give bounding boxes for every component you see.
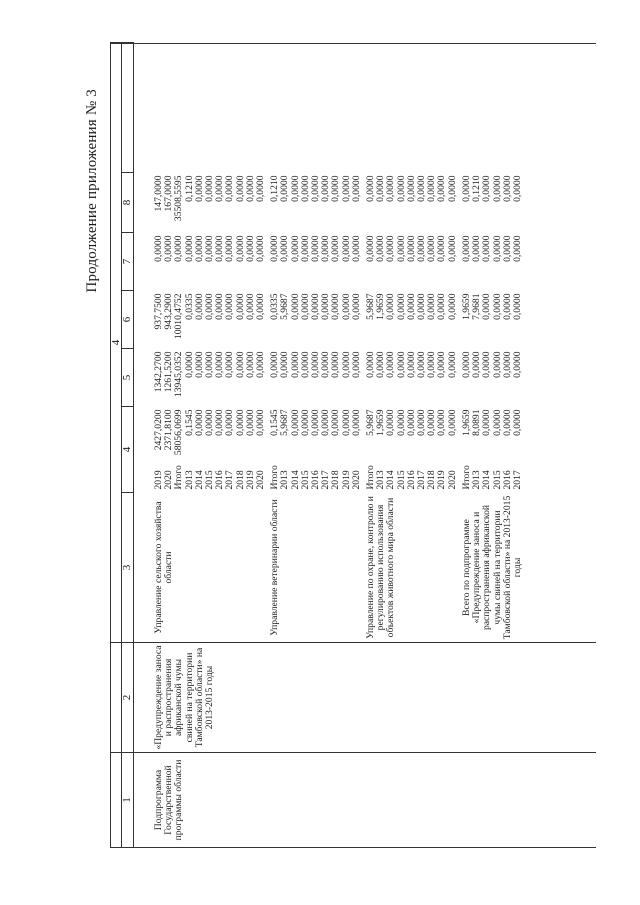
value-cell-8: 0,0000: [385, 175, 397, 202]
value-cell-6: 0,0000: [299, 293, 311, 320]
value-cell-8: 0,0000: [501, 175, 513, 202]
value-cell-8: 0,0000: [330, 175, 342, 202]
value-cell-8: 0,1210: [471, 175, 483, 202]
row-spacer: [195, 43, 205, 173]
value-cell-4: 1,9659: [375, 409, 387, 436]
header-group-label: 4: [111, 43, 122, 643]
year-cell: 2015: [299, 470, 311, 490]
year-cell: 2019: [340, 470, 352, 490]
value-cell-5: 0,0000: [279, 351, 291, 378]
value-cell-4: 0,0000: [416, 409, 428, 436]
col-header-6: 6: [122, 291, 134, 349]
value-cell-5: 0,0000: [289, 351, 301, 378]
value-cell-8: 0,0000: [244, 175, 256, 202]
year-cell: 2020: [446, 470, 458, 490]
value-cell-8: 0,0000: [481, 175, 493, 202]
year-cell: 2013: [471, 470, 483, 490]
value-cell-6: 0,0000: [320, 293, 332, 320]
header-spacer: [111, 643, 122, 753]
value-cell-7: 0,0000: [395, 235, 407, 262]
value-cell-7: 0,0000: [471, 235, 483, 262]
year-cell: 2016: [310, 470, 322, 490]
value-cell-6: 0,0000: [350, 293, 362, 320]
value-cell-6: 0,0000: [416, 293, 428, 320]
row-spacer: [342, 43, 352, 173]
value-cell-8: 0,0000: [340, 175, 352, 202]
row-spacer: [437, 43, 447, 173]
value-cell-8: 0,0000: [255, 175, 267, 202]
row-spacer: [236, 43, 246, 173]
value-cell-5: 0,0000: [269, 351, 281, 378]
program-name-cell: «Предупреждение заноса и распространения африканской чумы свиней на территории Тамбовской области» на 2013-2015 годы: [153, 645, 216, 750]
year-cell: Итого: [460, 465, 472, 490]
row-spacer: [427, 43, 437, 173]
value-cell-5: 0,0000: [330, 351, 342, 378]
value-cell-4: 5,9687: [279, 409, 291, 436]
value-cell-8: 0,0000: [365, 175, 377, 202]
row-spacer: [458, 43, 472, 173]
row-spacer: [225, 43, 235, 173]
value-cell-7: 0,0000: [224, 235, 236, 262]
value-cell-7: 0,0000: [299, 235, 311, 262]
value-cell-6: 5,9687: [279, 293, 291, 320]
year-cell: 2018: [426, 470, 438, 490]
row-spacer: [407, 43, 417, 173]
value-cell-5: 1342,2700: [153, 351, 164, 393]
table-row: [134, 43, 165, 848]
value-cell-4: 0,0000: [385, 409, 397, 436]
col-header-7: 7: [122, 233, 134, 291]
row-spacer: [164, 43, 174, 173]
value-cell-8: 0,0000: [193, 175, 205, 202]
value-cell-7: 0,0000: [511, 235, 523, 262]
program-type-cell: Подпрограмма Государственной программы области: [153, 759, 185, 841]
value-cell-7: 0,0000: [163, 235, 175, 262]
row-spacer: [256, 43, 266, 173]
year-cell: 2017: [320, 470, 332, 490]
value-cell-8: 0,0000: [224, 175, 236, 202]
value-cell-5: 0,0000: [255, 351, 267, 378]
executor-cell: Управление сельского хозяйства области: [153, 501, 175, 634]
value-cell-7: 0,0000: [491, 235, 503, 262]
value-cell-8: 0,0000: [491, 175, 503, 202]
value-cell-4: 58056,0699: [173, 409, 185, 456]
row-spacer: [397, 43, 407, 173]
row-spacer: [311, 43, 321, 173]
value-cell-8: 0,0000: [279, 175, 291, 202]
value-cell-6: 0,0000: [426, 293, 438, 320]
year-cell: Итого: [269, 465, 281, 490]
header-spacer: [111, 753, 122, 848]
value-cell-7: 0,0000: [153, 235, 164, 262]
year-cell: 2015: [395, 470, 407, 490]
value-cell-8: 0,0000: [214, 175, 226, 202]
year-cell: Итого: [173, 465, 185, 490]
value-cell-4: 2427,0200: [153, 409, 164, 451]
row-spacer: [472, 43, 482, 173]
row-spacer: [174, 43, 184, 173]
year-cell: 2014: [385, 470, 397, 490]
value-cell-8: 0,0000: [460, 175, 472, 202]
value-cell-7: 0,0000: [426, 235, 438, 262]
value-cell-4: 0,0000: [395, 409, 407, 436]
value-cell-7: 0,0000: [330, 235, 342, 262]
value-cell-4: 0,0000: [436, 409, 448, 436]
value-cell-7: 0,0000: [255, 235, 267, 262]
value-cell-5: 0,0000: [446, 351, 458, 378]
value-cell-8: 0,0000: [350, 175, 362, 202]
value-cell-7: 0,0000: [385, 235, 397, 262]
budget-table: [110, 42, 523, 848]
executor-cell: Управление по охране, контролю и регулированию использования объектов животного мира области: [365, 496, 397, 639]
year-cell: 2020: [255, 470, 267, 490]
value-cell-7: 0,0000: [244, 235, 256, 262]
row-spacer: [280, 43, 290, 173]
row-spacer: [376, 43, 386, 173]
year-cell: Итого: [365, 465, 377, 490]
header-spacer: [122, 43, 134, 173]
value-cell-5: 0,0000: [511, 351, 523, 378]
value-cell-5: 0,0000: [183, 351, 195, 378]
value-cell-7: 0,0000: [405, 235, 417, 262]
value-cell-8: 0,0000: [446, 175, 458, 202]
row-spacer: [134, 43, 165, 173]
value-cell-6: 0,0000: [193, 293, 205, 320]
value-cell-4: 0,0000: [289, 409, 301, 436]
value-cell-8: 0,0000: [375, 175, 387, 202]
value-cell-4: 0,0000: [511, 409, 523, 436]
value-cell-8: 0,0000: [204, 175, 216, 202]
value-cell-4: 1,9659: [460, 409, 472, 436]
value-cell-5: 13945,0352: [173, 351, 185, 398]
year-cell: 2013: [375, 470, 387, 490]
value-cell-4: 0,0000: [193, 409, 205, 436]
executor-cell: Управление ветеринарии области: [269, 499, 281, 636]
table-body: [134, 43, 524, 848]
value-cell-5: 0,0000: [436, 351, 448, 378]
col-header-5: 5: [122, 349, 134, 407]
year-cell: 2017: [416, 470, 428, 490]
value-cell-8: 0,0000: [289, 175, 301, 202]
value-cell-8: 0,0000: [436, 175, 448, 202]
value-cell-5: 0,0000: [365, 351, 377, 378]
year-cell: 2016: [405, 470, 417, 490]
year-cell: 2020: [163, 470, 175, 490]
col-header-8: 8: [122, 173, 134, 233]
year-cell: 2017: [224, 470, 236, 490]
value-cell-6: 0,0000: [214, 293, 226, 320]
value-cell-7: 0,0000: [183, 235, 195, 262]
row-spacer: [493, 43, 503, 173]
value-cell-4: 0,0000: [340, 409, 352, 436]
value-cell-6: 0,0335: [269, 293, 281, 320]
year-cell: 2015: [204, 470, 216, 490]
value-cell-4: 8,0891: [471, 409, 483, 436]
value-cell-8: 0,0000: [416, 175, 428, 202]
year-cell: 2019: [153, 470, 164, 490]
value-cell-8: 35508,5595: [173, 175, 185, 222]
value-cell-4: 0,0000: [330, 409, 342, 436]
value-cell-7: 0,0000: [193, 235, 205, 262]
value-cell-4: 0,0000: [491, 409, 503, 436]
row-spacer: [513, 43, 523, 173]
value-cell-4: 5,9687: [365, 409, 377, 436]
value-cell-4: 0,0000: [446, 409, 458, 436]
value-cell-7: 0,0000: [310, 235, 322, 262]
value-cell-8: 0,0000: [405, 175, 417, 202]
row-spacer: [321, 43, 331, 173]
value-cell-4: 0,0000: [234, 409, 246, 436]
value-cell-6: 0,0000: [330, 293, 342, 320]
value-cell-5: 0,0000: [491, 351, 503, 378]
value-cell-5: 0,0000: [310, 351, 322, 378]
value-cell-5: 0,0000: [350, 351, 362, 378]
value-cell-5: 0,0000: [375, 351, 387, 378]
value-cell-6: 0,0000: [395, 293, 407, 320]
year-cell: 2013: [183, 470, 195, 490]
year-cell: 2018: [234, 470, 246, 490]
document-page: [86, 43, 596, 848]
value-cell-6: 0,0000: [385, 293, 397, 320]
row-spacer: [301, 43, 311, 173]
value-cell-5: 0,0000: [501, 351, 513, 378]
value-cell-5: 1261,5200: [163, 351, 175, 393]
year-cell: 2019: [436, 470, 448, 490]
col-header-2: 2: [122, 643, 134, 753]
value-cell-7: 0,0000: [279, 235, 291, 262]
row-spacer: [205, 43, 215, 173]
value-cell-8: 0,1210: [183, 175, 195, 202]
value-cell-6: 0,0000: [204, 293, 216, 320]
value-cell-5: 0,0000: [299, 351, 311, 378]
value-cell-6: 10010,4752: [173, 293, 185, 340]
value-cell-6: 1,9659: [460, 293, 472, 320]
col-header-3: 3: [122, 493, 134, 643]
value-cell-7: 0,0000: [289, 235, 301, 262]
column-divider: [110, 642, 596, 643]
value-cell-7: 0,0000: [320, 235, 332, 262]
value-cell-4: 0,0000: [501, 409, 513, 436]
value-cell-5: 0,0000: [426, 351, 438, 378]
row-spacer: [352, 43, 362, 173]
row-spacer: [266, 43, 280, 173]
value-cell-4: 0,0000: [481, 409, 493, 436]
row-spacer: [291, 43, 301, 173]
table-header: [111, 43, 134, 848]
executor-cell: Всего по подпрограмме «Предупреждение заноса и распространения африканской чумы свиней на территории Тамбовской области» на 2013-2015 годы: [460, 495, 523, 640]
value-cell-8: 147,0000: [153, 175, 164, 212]
row-spacer: [482, 43, 492, 173]
value-cell-7: 0,0000: [501, 235, 513, 262]
value-cell-7: 0,0000: [365, 235, 377, 262]
year-cell: 2014: [289, 470, 301, 490]
value-cell-8: 0,0000: [426, 175, 438, 202]
value-cell-8: 0,0000: [310, 175, 322, 202]
value-cell-6: 0,0000: [481, 293, 493, 320]
value-cell-4: 0,0000: [426, 409, 438, 436]
year-cell: 2014: [481, 470, 493, 490]
value-cell-8: 167,0000: [163, 175, 175, 212]
value-cell-7: 0,0000: [269, 235, 281, 262]
value-cell-4: 0,0000: [204, 409, 216, 436]
value-cell-5: 0,0000: [234, 351, 246, 378]
value-cell-8: 0,0000: [320, 175, 332, 202]
value-cell-7: 0,0000: [460, 235, 472, 262]
row-spacer: [246, 43, 256, 173]
row-spacer: [185, 43, 195, 173]
value-cell-6: 1,9659: [375, 293, 387, 320]
value-cell-6: 0,0000: [446, 293, 458, 320]
value-cell-4: 2371,8100: [163, 409, 175, 451]
value-cell-4: 0,0000: [405, 409, 417, 436]
value-cell-6: 5,9687: [365, 293, 377, 320]
value-cell-6: 0,0000: [244, 293, 256, 320]
value-cell-6: 0,0000: [340, 293, 352, 320]
value-cell-5: 0,0000: [405, 351, 417, 378]
value-cell-8: 0,0000: [234, 175, 246, 202]
value-cell-5: 0,0000: [481, 351, 493, 378]
value-cell-4: 0,0000: [310, 409, 322, 436]
value-cell-4: 0,1545: [269, 409, 281, 436]
value-cell-7: 0,0000: [375, 235, 387, 262]
value-cell-4: 0,0000: [255, 409, 267, 436]
value-cell-5: 0,0000: [244, 351, 256, 378]
value-cell-4: 0,0000: [299, 409, 311, 436]
row-spacer: [503, 43, 513, 173]
value-cell-6: 0,0000: [405, 293, 417, 320]
year-cell: 2019: [244, 470, 256, 490]
value-cell-6: 0,0000: [436, 293, 448, 320]
value-cell-6: 0,0335: [183, 293, 195, 320]
value-cell-4: 0,0000: [224, 409, 236, 436]
row-spacer: [417, 43, 427, 173]
value-cell-6: 0,0000: [511, 293, 523, 320]
value-cell-6: 937,7500: [153, 293, 164, 330]
row-spacer: [386, 43, 396, 173]
value-cell-6: 0,0000: [310, 293, 322, 320]
value-cell-6: 0,0000: [501, 293, 513, 320]
value-cell-5: 0,0000: [340, 351, 352, 378]
row-spacer: [362, 43, 376, 173]
value-cell-7: 0,0000: [446, 235, 458, 262]
year-cell: 2013: [279, 470, 291, 490]
value-cell-7: 0,0000: [234, 235, 246, 262]
row-spacer: [331, 43, 341, 173]
continuation-title: Продолжение приложения № 3: [84, 89, 100, 293]
row-spacer: [215, 43, 225, 173]
year-cell: 2017: [511, 470, 523, 490]
value-cell-7: 0,0000: [340, 235, 352, 262]
value-cell-5: 0,0000: [385, 351, 397, 378]
value-cell-6: 0,0000: [224, 293, 236, 320]
value-cell-7: 0,0000: [214, 235, 226, 262]
value-cell-4: 0,0000: [350, 409, 362, 436]
value-cell-5: 0,0000: [395, 351, 407, 378]
value-cell-5: 0,0000: [471, 351, 483, 378]
value-cell-6: 0,0000: [491, 293, 503, 320]
value-cell-7: 0,0000: [204, 235, 216, 262]
value-cell-8: 0,0000: [395, 175, 407, 202]
year-cell: 2015: [491, 470, 503, 490]
year-cell: 2020: [350, 470, 362, 490]
value-cell-5: 0,0000: [320, 351, 332, 378]
value-cell-6: 0,0000: [255, 293, 267, 320]
value-cell-7: 0,0000: [436, 235, 448, 262]
value-cell-5: 0,0000: [460, 351, 472, 378]
value-cell-8: 0,1210: [269, 175, 281, 202]
value-cell-4: 0,1545: [183, 409, 195, 436]
year-cell: 2018: [330, 470, 342, 490]
value-cell-7: 0,0000: [173, 235, 185, 262]
value-cell-6: 7,9681: [471, 293, 483, 320]
value-cell-6: 0,0000: [234, 293, 246, 320]
value-cell-4: 0,0000: [320, 409, 332, 436]
value-cell-5: 0,0000: [204, 351, 216, 378]
year-cell: 2016: [501, 470, 513, 490]
col-header-1: 1: [122, 753, 134, 848]
value-cell-5: 0,0000: [193, 351, 205, 378]
col-header-4: 4: [122, 407, 134, 493]
value-cell-5: 0,0000: [416, 351, 428, 378]
value-cell-4: 0,0000: [244, 409, 256, 436]
row-spacer: [448, 43, 458, 173]
value-cell-4: 0,0000: [214, 409, 226, 436]
value-cell-6: 943,2900: [163, 293, 175, 330]
value-cell-7: 0,0000: [416, 235, 428, 262]
value-cell-8: 0,0000: [299, 175, 311, 202]
value-cell-8: 0,0000: [511, 175, 523, 202]
value-cell-6: 0,0000: [289, 293, 301, 320]
column-divider: [110, 752, 596, 753]
year-cell: 2014: [193, 470, 205, 490]
value-cell-7: 0,0000: [350, 235, 362, 262]
value-cell-5: 0,0000: [214, 351, 226, 378]
value-cell-5: 0,0000: [224, 351, 236, 378]
year-cell: 2016: [214, 470, 226, 490]
value-cell-7: 0,0000: [481, 235, 493, 262]
